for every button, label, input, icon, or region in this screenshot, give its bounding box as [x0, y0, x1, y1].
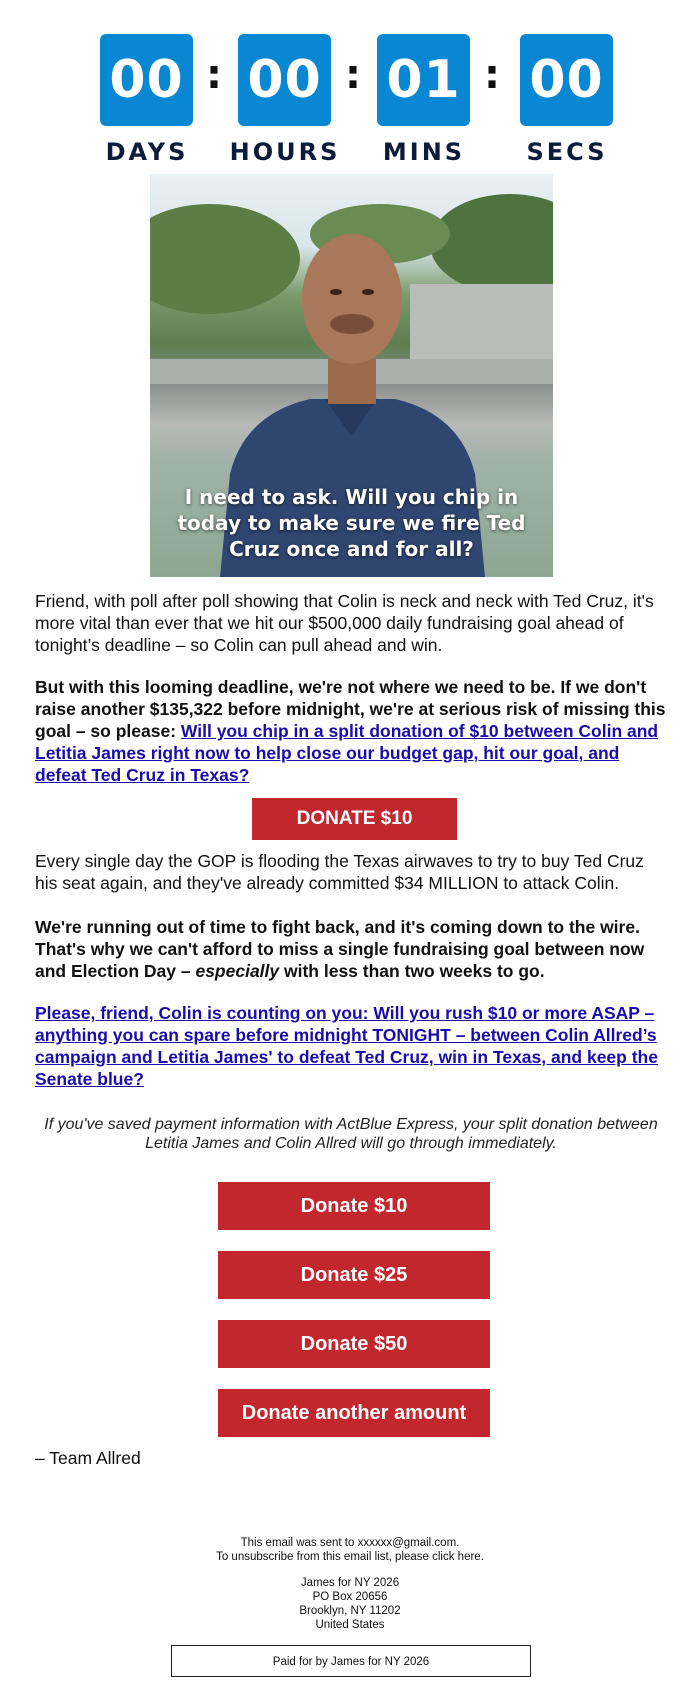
footer-address-1: PO Box 20656 — [312, 1591, 388, 1603]
urgency-paragraph — [35, 916, 667, 982]
countdown-separator: : — [484, 52, 500, 98]
countdown-hours: 00 — [238, 34, 331, 126]
donate-10-button[interactable]: DONATE $10 — [252, 798, 457, 840]
countdown-label-mins: MINS — [382, 138, 466, 166]
deadline-paragraph — [35, 676, 667, 786]
footer-country: United States — [315, 1619, 385, 1631]
countdown-label-hours: HOURS — [229, 138, 341, 166]
donate-50-amount-button[interactable]: Donate $50 — [218, 1320, 490, 1368]
urgency-text-a: We're running out of time to fight back, and it's coming down to the wire. That's why we can't afford to miss a single fundraising goal between now and Election Day – — [35, 917, 645, 981]
actblue-note: If you've saved payment information with ActBlue Express, your split donation between Letitia James and Colin Allred will go through immediately. — [44, 1116, 658, 1152]
footer-unsubscribe — [0, 1550, 700, 1564]
countdown-separator: : — [345, 52, 361, 98]
unsubscribe-link[interactable]: To unsubscribe from this email list, please click here. — [216, 1551, 484, 1563]
countdown-mins: 01 — [377, 34, 470, 126]
intro-paragraph: Friend, with poll after poll showing that Colin is neck and neck with Ted Cruz, it's more vital than ever that we hit our $500,000 daily fundraising goal ahead of tonight’s deadline – so Colin can pull ahead and win. — [35, 591, 654, 655]
rush-paragraph — [35, 1002, 667, 1090]
footer-sent-to: This email was sent to xxxxxx@gmail.com. — [240, 1537, 460, 1549]
donate-10-amount-button[interactable]: Donate $10 — [218, 1182, 490, 1230]
countdown-label-days: DAYS — [105, 138, 189, 166]
countdown-label-secs: SECS — [526, 138, 608, 166]
urgency-text-b: with less than two weeks to go. — [279, 961, 545, 981]
paid-for-disclaimer: Paid for by James for NY 2026 — [171, 1645, 531, 1677]
countdown-days: 00 — [100, 34, 193, 126]
gop-paragraph: Every single day the GOP is flooding the Texas airwaves to try to buy Ted Cruz his seat again, and they've already committed $34 MILLION to attack Colin. — [35, 851, 644, 893]
split-donation-link[interactable]: Will you chip in a split donation of $10 between Colin and Letitia James right now to help close our budget gap, hit our goal, and defeat Ted Cruz in Texas? — [35, 721, 659, 785]
footer-org: James for NY 2026 — [300, 1577, 400, 1589]
hero-image[interactable] — [150, 174, 553, 577]
countdown-separator: : — [206, 52, 222, 98]
footer-address-2: Brooklyn, NY 11202 — [299, 1605, 401, 1617]
rush-donation-link[interactable]: Please, friend, Colin is counting on you: Will you rush $10 or more ASAP – anything you can spare before midnight TONIGHT – between Colin Allred’s campaign and Letitia James' to defeat Ted Cruz, win in Texas, and keep the Senate blue? — [35, 1003, 658, 1089]
signature: – Team Allred — [35, 1448, 141, 1468]
hero-caption: I need to ask. Will you chip in today to make sure we fire Ted Cruz once and for all? — [177, 485, 526, 561]
donate-25-amount-button[interactable]: Donate $25 — [218, 1251, 490, 1299]
donate-other-amount-button[interactable]: Donate another amount — [218, 1389, 490, 1437]
deadline-text: But with this looming deadline, we're not where we need to be. If we don't raise another $135,322 before midnight, we're at serious risk of missing this goal – so please: — [35, 677, 666, 741]
countdown-timer — [0, 34, 700, 174]
countdown-secs: 00 — [520, 34, 613, 126]
urgency-emphasis: especially — [195, 961, 280, 981]
